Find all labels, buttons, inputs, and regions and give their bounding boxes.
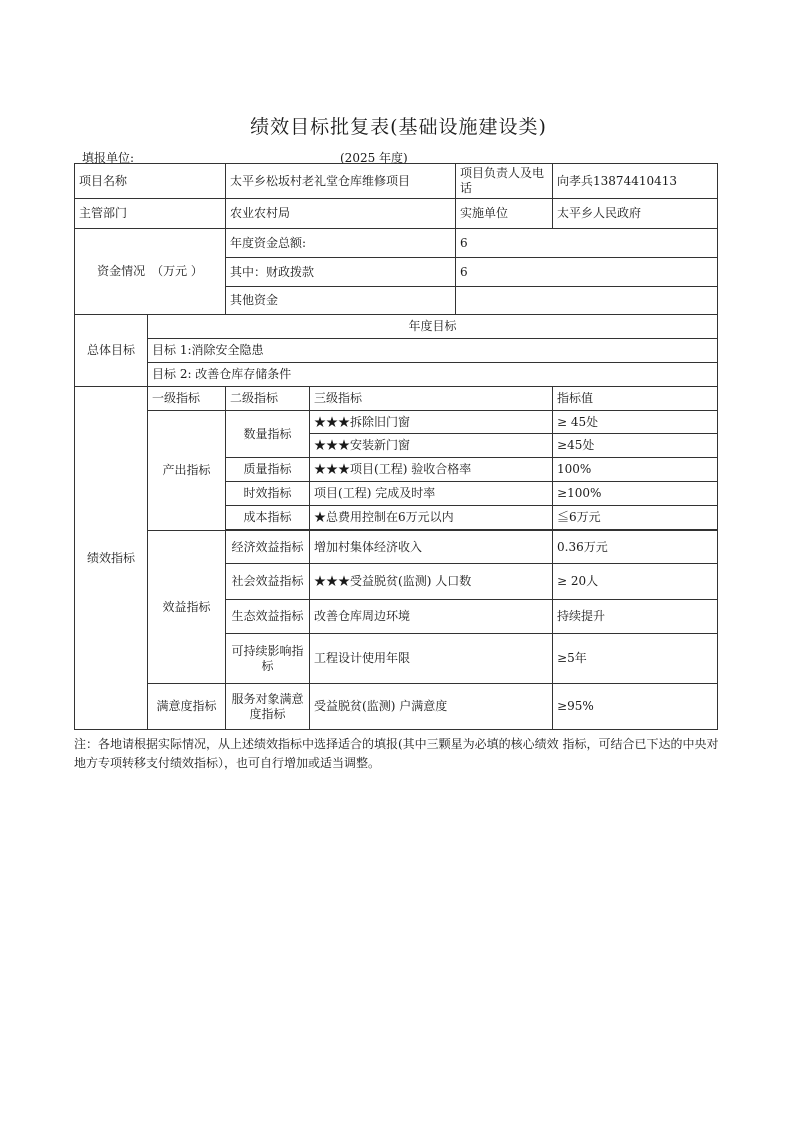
header-level2: 二级指标 <box>226 387 310 411</box>
indicator-value: ≥ 20人 <box>553 564 718 600</box>
indicator-name: 项目(工程) 完成及时率 <box>310 482 553 506</box>
dept-label: 主管部门 <box>75 199 226 229</box>
funds-total-label: 年度资金总额: <box>226 229 456 258</box>
table-row <box>75 199 718 229</box>
indicator-name: 增加村集体经济收入 <box>310 531 553 564</box>
impl-label: 实施单位 <box>456 199 553 229</box>
funds-finance-label: 其中：财政拨款 <box>226 258 456 287</box>
indicator-value: ≦6万元 <box>553 506 718 530</box>
indicator-name: ★★★拆除旧门窗 <box>310 411 553 434</box>
project-name-value: 太平乡松坂村老礼堂仓库维修项目 <box>226 164 456 199</box>
table-row <box>75 229 718 258</box>
indicator-name: ★总费用控制在6万元以内 <box>310 506 553 530</box>
indicator-value: ≥95% <box>553 684 718 730</box>
funds-label: 资金情况 （万元 ） <box>75 229 226 315</box>
page-title: 绩效目标批复表(基础设施建设类) <box>250 116 547 138</box>
leader-label: 项目负责人及电话 <box>456 164 553 199</box>
goals-header: 年度目标 <box>148 315 718 339</box>
quantity-label: 数量指标 <box>226 411 310 458</box>
timeliness-label: 时效指标 <box>226 482 310 506</box>
funds-finance-value: 6 <box>456 258 718 287</box>
benefit-label: 效益指标 <box>148 531 226 684</box>
header-level1: 一级指标 <box>148 387 226 411</box>
indicator-name: 工程设计使用年限 <box>310 634 553 684</box>
output-label: 产出指标 <box>148 411 226 531</box>
table-row <box>75 684 718 730</box>
service-label: 服务对象满意度指标 <box>226 684 310 730</box>
table-row <box>75 387 718 411</box>
goals-label: 总体目标 <box>75 315 148 387</box>
indicator-value: 0.36万元 <box>553 531 718 564</box>
indicator-name: 改善仓库周边环境 <box>310 600 553 634</box>
impl-value: 太平乡人民政府 <box>553 199 718 229</box>
indicator-value: ≥100% <box>553 482 718 506</box>
table-row <box>75 315 718 339</box>
table-row <box>75 164 718 199</box>
indicator-name: ★★★项目(工程) 验收合格率 <box>310 458 553 482</box>
funds-other-value <box>456 287 718 315</box>
indicator-value: ≥45处 <box>553 434 718 458</box>
header-value: 指标值 <box>553 387 718 411</box>
reporting-unit-label: 填报单位: <box>82 151 135 165</box>
ecological-label: 生态效益指标 <box>226 600 310 634</box>
header-level3: 三级指标 <box>310 387 553 411</box>
indicator-value: 持续提升 <box>553 600 718 634</box>
goal-item: 目标 1:消除安全隐患 <box>148 339 718 363</box>
table-row <box>75 531 718 564</box>
approval-table <box>74 163 718 730</box>
quality-label: 质量指标 <box>226 458 310 482</box>
indicator-value: 100% <box>553 458 718 482</box>
leader-value: 向孝兵13874410413 <box>553 164 718 199</box>
year-label: (2025 年度) <box>340 151 408 165</box>
table-row <box>75 339 718 363</box>
social-label: 社会效益指标 <box>226 564 310 600</box>
table-row <box>75 411 718 434</box>
economic-label: 经济效益指标 <box>226 531 310 564</box>
cost-label: 成本指标 <box>226 506 310 530</box>
table-row <box>75 363 718 387</box>
indicator-value: ≥5年 <box>553 634 718 684</box>
indicator-value: ≥ 45处 <box>553 411 718 434</box>
funds-other-label: 其他资金 <box>226 287 456 315</box>
footnote: 注：各地请根据实际情况，从上述绩效指标中选择适合的填报(其中三颗星为必填的核心绩效 指标，可结合已下达的中央对地方专项转移支付绩效指标），也可自行增加或适当调整。 <box>74 737 719 770</box>
perf-label: 绩效指标 <box>75 387 148 730</box>
indicator-name: ★★★安装新门窗 <box>310 434 553 458</box>
funds-total-value: 6 <box>456 229 718 258</box>
indicator-name: 受益脱贫(监测) 户满意度 <box>310 684 553 730</box>
indicator-name: ★★★受益脱贫(监测) 人口数 <box>310 564 553 600</box>
goal-item: 目标 2: 改善仓库存储条件 <box>148 363 718 387</box>
dept-value: 农业农村局 <box>226 199 456 229</box>
sustain-label: 可持续影响指标 <box>226 634 310 684</box>
satisfaction-label: 满意度指标 <box>148 684 226 730</box>
project-name-label: 项目名称 <box>75 164 226 199</box>
